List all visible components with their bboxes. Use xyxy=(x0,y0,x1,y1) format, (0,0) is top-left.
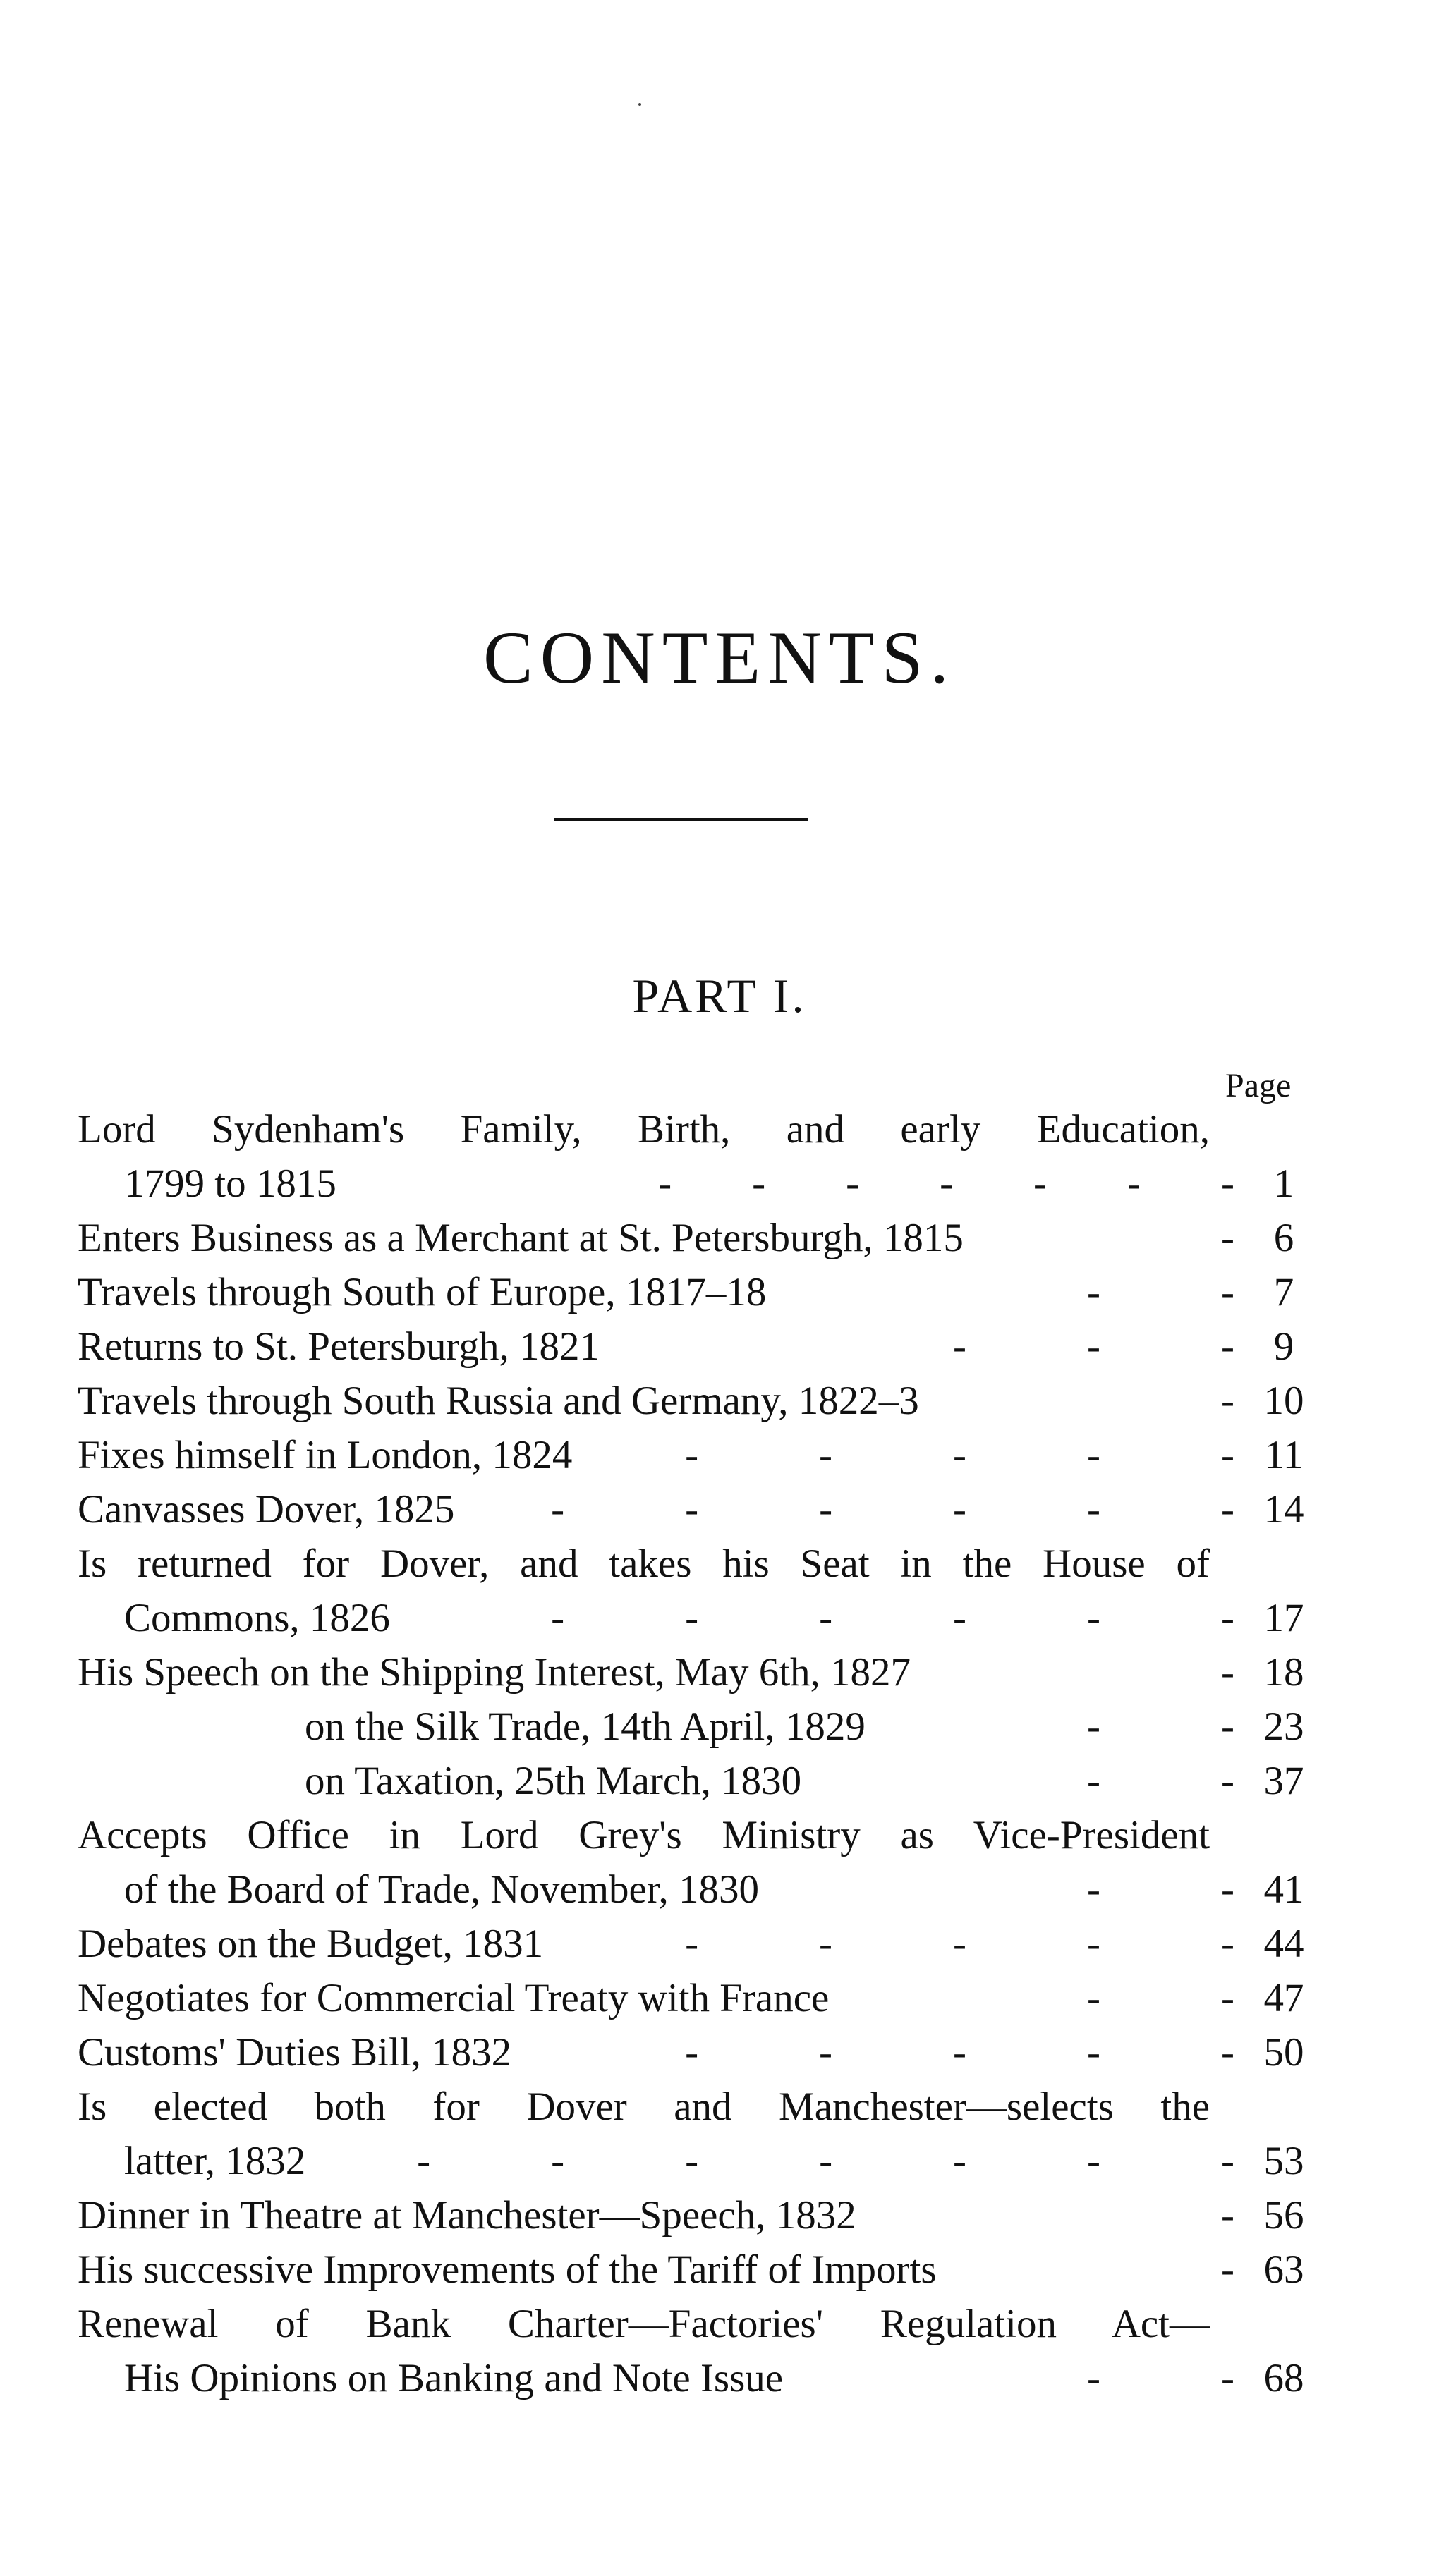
toc-line xyxy=(78,1428,1312,1482)
dot-leader: - - - - - xyxy=(685,1922,1234,1966)
toc-line xyxy=(78,1211,1312,1265)
toc-page-number: 47 xyxy=(1263,1976,1304,2020)
toc-line xyxy=(78,2134,1312,2188)
toc-entry-text: Returns to St. Petersburgh, 1821 xyxy=(78,1324,600,1369)
toc-entry-text: Is returned for Dover, and takes his Seat in the House of xyxy=(78,1542,1210,1586)
toc-entry-text: Accepts Office in Lord Grey's Ministry as Vice-President xyxy=(78,1813,1210,1857)
toc-page-number: 17 xyxy=(1263,1596,1304,1640)
toc-entry-text: Lord Sydenham's Family, Birth, and early Education, xyxy=(78,1107,1210,1152)
toc-line xyxy=(78,1808,1312,1862)
toc-page-number: 56 xyxy=(1263,2193,1304,2238)
dot-leader: - - - - - - xyxy=(551,1596,1234,1640)
toc-line xyxy=(78,1754,1312,1808)
toc-page-number: 44 xyxy=(1263,1922,1304,1966)
toc-entry-text: Canvasses Dover, 1825 xyxy=(78,1487,455,1532)
toc-entry-text: Travels through South Russia and Germany, 1822–3 xyxy=(78,1379,919,1423)
toc-page-number: 18 xyxy=(1263,1650,1304,1695)
toc-entry-text: Fixes himself in London, 1824 xyxy=(78,1433,573,1477)
toc-entry-text: His successive Improvements of the Tariff of Imports xyxy=(78,2247,937,2292)
dot-leader: - - - - - - - xyxy=(417,2139,1234,2183)
toc-line xyxy=(78,1374,1312,1428)
toc-entry-text: Customs' Duties Bill, 1832 xyxy=(78,2030,512,2075)
toc-line xyxy=(78,2025,1312,2080)
toc-line xyxy=(78,2188,1312,2242)
table-of-contents xyxy=(78,1102,1312,2405)
toc-entry-text: Enters Business as a Merchant at St. Petersburgh, 1815 xyxy=(78,1216,964,1260)
toc-line xyxy=(78,1265,1312,1319)
dot-leader: - - xyxy=(1087,1270,1234,1314)
toc-line xyxy=(78,1482,1312,1537)
toc-entry-text: Dinner in Theatre at Manchester—Speech, 1832 xyxy=(78,2193,856,2238)
toc-line xyxy=(78,2080,1312,2134)
dot-leader: - xyxy=(1221,1379,1234,1423)
toc-line xyxy=(78,1917,1312,1971)
toc-page-number: 37 xyxy=(1263,1759,1304,1803)
toc-page-number: 9 xyxy=(1273,1324,1294,1369)
dot-leader: - - - xyxy=(953,1324,1234,1369)
toc-line xyxy=(78,2297,1312,2351)
dot-leader: - xyxy=(1221,1650,1234,1695)
title-rule xyxy=(554,818,808,821)
toc-line xyxy=(78,1591,1312,1645)
page-column-heading: Page xyxy=(1225,1067,1292,1104)
toc-entry-text: Commons, 1826 xyxy=(124,1596,390,1640)
toc-page-number: 50 xyxy=(1263,2030,1304,2075)
dot-leader: - - xyxy=(1087,2356,1234,2400)
toc-line xyxy=(78,1537,1312,1591)
dot-leader: - - - - - - xyxy=(551,1487,1234,1532)
toc-page-number: 1 xyxy=(1273,1161,1294,1206)
toc-page-number: 10 xyxy=(1263,1379,1304,1423)
toc-line xyxy=(78,2242,1312,2297)
part-heading: PART I. xyxy=(632,969,807,1023)
toc-entry-text: on the Silk Trade, 14th April, 1829 xyxy=(305,1704,866,1749)
toc-line xyxy=(78,1319,1312,1374)
toc-entry-text: latter, 1832 xyxy=(124,2139,306,2183)
toc-entry-text: 1799 to 1815 xyxy=(124,1161,336,1206)
toc-entry-text: His Opinions on Banking and Note Issue xyxy=(124,2356,784,2400)
page-speck xyxy=(638,103,641,106)
toc-line xyxy=(78,1699,1312,1754)
toc-page-number: 63 xyxy=(1263,2247,1304,2292)
dot-leader: - - - - - xyxy=(685,2030,1234,2075)
page-title: CONTENTS. xyxy=(482,616,957,699)
toc-page-number: 41 xyxy=(1263,1867,1304,1912)
toc-page-number: 11 xyxy=(1264,1433,1304,1477)
toc-page-number: 6 xyxy=(1273,1216,1294,1260)
toc-entry-text: Renewal of Bank Charter—Factories' Regulation Act— xyxy=(78,2302,1210,2346)
toc-entry-text: His Speech on the Shipping Interest, May 6th, 1827 xyxy=(78,1650,911,1695)
dot-leader: - - xyxy=(1087,1867,1234,1912)
toc-line xyxy=(78,1645,1312,1699)
dot-leader: - - xyxy=(1087,1759,1234,1803)
dot-leader: - - xyxy=(1087,1704,1234,1749)
dot-leader: - - xyxy=(1087,1976,1234,2020)
toc-line xyxy=(78,1862,1312,1917)
toc-page-number: 68 xyxy=(1263,2356,1304,2400)
toc-page-number: 23 xyxy=(1263,1704,1304,1749)
dot-leader: - xyxy=(1221,1216,1234,1260)
dot-leader: - xyxy=(1221,2247,1234,2292)
dot-leader: - - - - - - - xyxy=(658,1161,1234,1206)
toc-entry-text: Travels through South of Europe, 1817–18 xyxy=(78,1270,767,1314)
toc-entry-text: on Taxation, 25th March, 1830 xyxy=(305,1759,802,1803)
toc-entry-text: of the Board of Trade, November, 1830 xyxy=(124,1867,760,1912)
dot-leader: - - - - - xyxy=(685,1433,1234,1477)
toc-entry-text: Negotiates for Commercial Treaty with France xyxy=(78,1976,830,2020)
toc-line xyxy=(78,1102,1312,1156)
toc-page-number: 7 xyxy=(1273,1270,1294,1314)
toc-page-number: 14 xyxy=(1263,1487,1304,1532)
toc-line xyxy=(78,2351,1312,2405)
toc-page-number: 53 xyxy=(1263,2139,1304,2183)
toc-line xyxy=(78,1971,1312,2025)
toc-line xyxy=(78,1156,1312,1211)
toc-entry-text: Is elected both for Dover and Manchester—selects the xyxy=(78,2084,1210,2129)
toc-entry-text: Debates on the Budget, 1831 xyxy=(78,1922,544,1966)
dot-leader: - xyxy=(1221,2193,1234,2238)
